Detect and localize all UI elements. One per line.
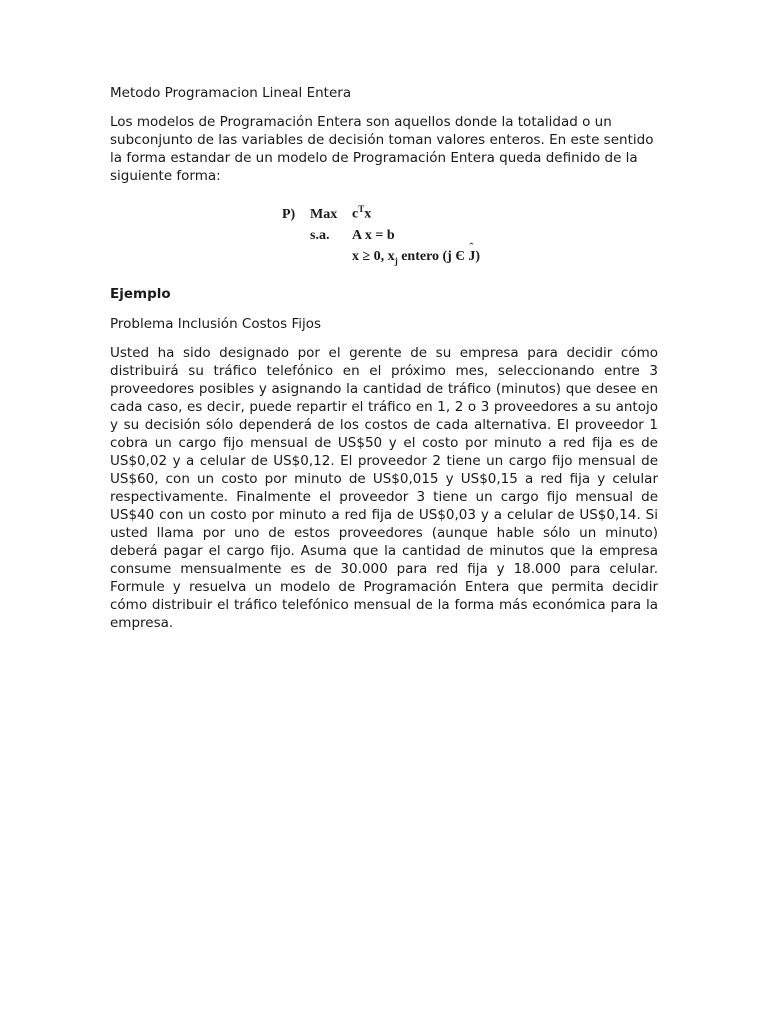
domain-subscript: j <box>394 255 398 266</box>
objective-transpose: T <box>358 204 365 214</box>
formula-domain <box>352 246 658 272</box>
document-title: Metodo Programacion Lineal Entera <box>110 85 352 101</box>
formula-objective <box>352 199 658 225</box>
problem-paragraph: Usted ha sido designado por el gerente de su empresa para decidir cómo distribuirá su tráfico telefónico en el próximo mes, seleccionando entre 3 proveedores posibles y asignando la cantidad de tráfico (minutos) que desee en cada caso, es decir, puede repartir el tráfico en 1, 2 o 3 proveedores a su antojo y su decisión sólo dependerá de los costos de cada alternativa. El proveedor 1 cobra un cargo fijo mensual de US$50 y el costo por minuto a red fija es de US$0,02 y a celular de US$0,12. El proveedor 2 tiene un cargo fijo mensual de US$60, con un costo por minuto de US$0,015 y US$0,15 a red fija y celular respectivamente. Finalmente el proveedor 3 tiene un cargo fijo mensual de US$40 con un costo por minuto a red fija de US$0,03 y a celular de US$0,14. Si usted llama por uno de estos proveedores (aunque hable sólo un minuto) deberá pagar el cargo fijo. Asuma que la cantidad de minutos que la empresa consume mensualmente es de 30.000 para red fija y 18.000 para celular. Formule y resuelva un modelo de Programación Entera que permita decidir cómo distribuir el tráfico telefónico mensual de la forma más económica para la empresa. <box>110 345 658 632</box>
domain-close: ) <box>475 248 481 264</box>
formula-constraint: A x = b <box>352 227 395 243</box>
document-content <box>110 84 658 632</box>
example-heading: Ejemplo <box>110 286 171 303</box>
domain-set: ˆ J <box>468 246 475 267</box>
formula-domain-row <box>282 246 658 272</box>
formula-objective-row <box>282 199 658 225</box>
formula-sa: s.a. <box>310 227 330 243</box>
problem-title: Problema Inclusión Costos Fijos <box>110 316 322 333</box>
objective-c: c <box>352 206 359 222</box>
domain-prefix: x ≥ 0, x <box>352 248 395 264</box>
formula-max: Max <box>310 206 338 222</box>
integer-programming-formula <box>282 199 658 271</box>
objective-x: x <box>364 206 372 222</box>
formula-label: P) <box>282 206 296 222</box>
domain-text: entero (j Є <box>397 248 469 264</box>
intro-paragraph: Los modelos de Programación Entera son aquellos donde la totalidad o un subconjunto de las variables de decisión toman valores enteros. En este sentido la forma estandar de un modelo de Programación Entera queda definido de la siguiente forma: <box>110 114 654 184</box>
